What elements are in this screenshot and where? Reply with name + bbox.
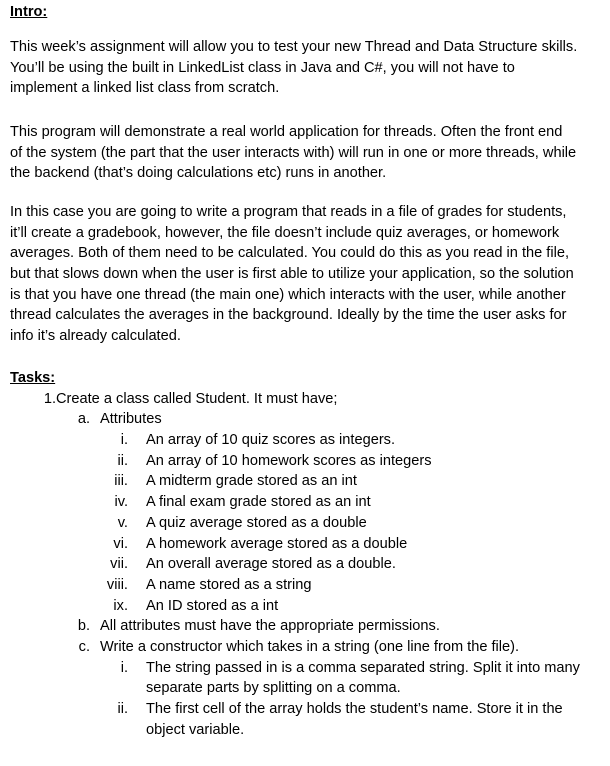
list-item-text: An overall average stored as a double. — [146, 556, 396, 573]
list-item — [10, 513, 606, 534]
paragraph-line: In this case you are going to write a program that reads in a file of grades for students, — [10, 204, 567, 220]
list-item-text: The string passed in is a comma separated string. Split it into many — [146, 659, 580, 676]
list-item — [10, 616, 606, 637]
intro-paragraph-2 — [10, 122, 606, 184]
tasks-heading: Tasks: — [10, 370, 56, 386]
list-item-text: All attributes must have the appropriate permissions. — [100, 618, 440, 635]
list-item-text: An array of 10 quiz scores as integers. — [146, 432, 396, 449]
list-item — [10, 596, 606, 617]
paragraph-line: but that slows down when the user is first able to utilize your application, so the solution — [10, 266, 574, 283]
list-item-text: object variable. — [146, 721, 245, 738]
list-item — [10, 554, 606, 575]
intro-heading: Intro: — [10, 4, 48, 20]
list-item-text: Create a class called Student. It must have; — [56, 390, 338, 407]
paragraph-line: of the system (the part that the user interacts with) will run in one or more threads, while — [10, 144, 577, 161]
list-marker: viii. — [106, 576, 128, 593]
paragraph-line: This week’s assignment will allow you to test your new Thread and Data Structure skills. — [10, 39, 578, 55]
list-marker: ii. — [117, 701, 128, 717]
list-item-text: separate parts by splitting on a comma. — [146, 680, 401, 697]
list-marker: ix. — [113, 597, 128, 614]
list-item-text: A quiz average stored as a double — [146, 514, 367, 531]
list-marker: iv. — [114, 494, 128, 511]
list-item — [10, 575, 606, 596]
intro-paragraph-3 — [10, 202, 606, 347]
list-item — [10, 658, 606, 679]
list-marker: ii. — [117, 452, 128, 469]
paragraph-line: averages. Both of them need to be calculated. You could do this as you read in the file, — [10, 245, 569, 262]
paragraph-line: it’ll create a gradebook, however, the file doesn’t include quiz averages, or homework — [10, 224, 560, 241]
list-item-text: An ID stored as a int — [146, 597, 279, 614]
list-item-text: Write a constructor which takes in a string (one line from the file). — [100, 638, 520, 655]
list-item — [10, 409, 606, 430]
intro-paragraph-1 — [10, 37, 606, 99]
list-item — [10, 471, 606, 492]
tasks-section — [10, 368, 606, 740]
list-marker: 1. — [43, 390, 56, 407]
list-marker: vii. — [110, 556, 128, 573]
list-item-text: An array of 10 homework scores as integers — [146, 452, 432, 469]
list-marker: v. — [117, 514, 128, 531]
list-item — [10, 451, 606, 472]
list-item — [10, 720, 606, 741]
list-marker: i. — [120, 659, 128, 676]
paragraph-line: This program will demonstrate a real world application for threads. Often the front end — [10, 124, 563, 140]
paragraph-line: is that you have one thread (the main one) which interacts with the user, while another — [10, 286, 566, 303]
list-item — [10, 637, 606, 658]
list-marker: c. — [78, 638, 90, 655]
list-item-text: A name stored as a string — [146, 576, 312, 593]
list-marker: b. — [77, 618, 90, 635]
paragraph-line: the backend (that’s doing calculations etc) runs in another. — [10, 165, 387, 182]
list-item-text: A homework average stored as a double — [146, 535, 408, 552]
paragraph-line: info it’s already calculated. — [10, 328, 181, 345]
list-marker: i. — [120, 432, 128, 449]
list-marker: iii. — [114, 473, 128, 490]
list-item — [10, 534, 606, 555]
list-marker: vi. — [113, 535, 128, 552]
paragraph-line: implement a linked list class from scratch. — [10, 80, 280, 97]
list-item — [10, 492, 606, 513]
list-item-text: The first cell of the array holds the student’s name. Store it in the — [146, 701, 563, 717]
list-item-text: A final exam grade stored as an int — [146, 494, 371, 511]
list-item-text: Attributes — [100, 411, 162, 428]
list-item — [10, 699, 606, 720]
list-item — [10, 678, 606, 699]
paragraph-line: You’ll be using the built in LinkedList class in Java and C#, you will not have to — [10, 59, 515, 76]
paragraph-line: thread calculates the averages in the background. Ideally by the time the user asks for — [10, 307, 567, 324]
list-item-text: A midterm grade stored as an int — [146, 473, 357, 490]
list-marker: a. — [77, 411, 90, 428]
list-item — [10, 389, 606, 410]
list-item — [10, 430, 606, 451]
intro-heading-block — [10, 2, 606, 23]
